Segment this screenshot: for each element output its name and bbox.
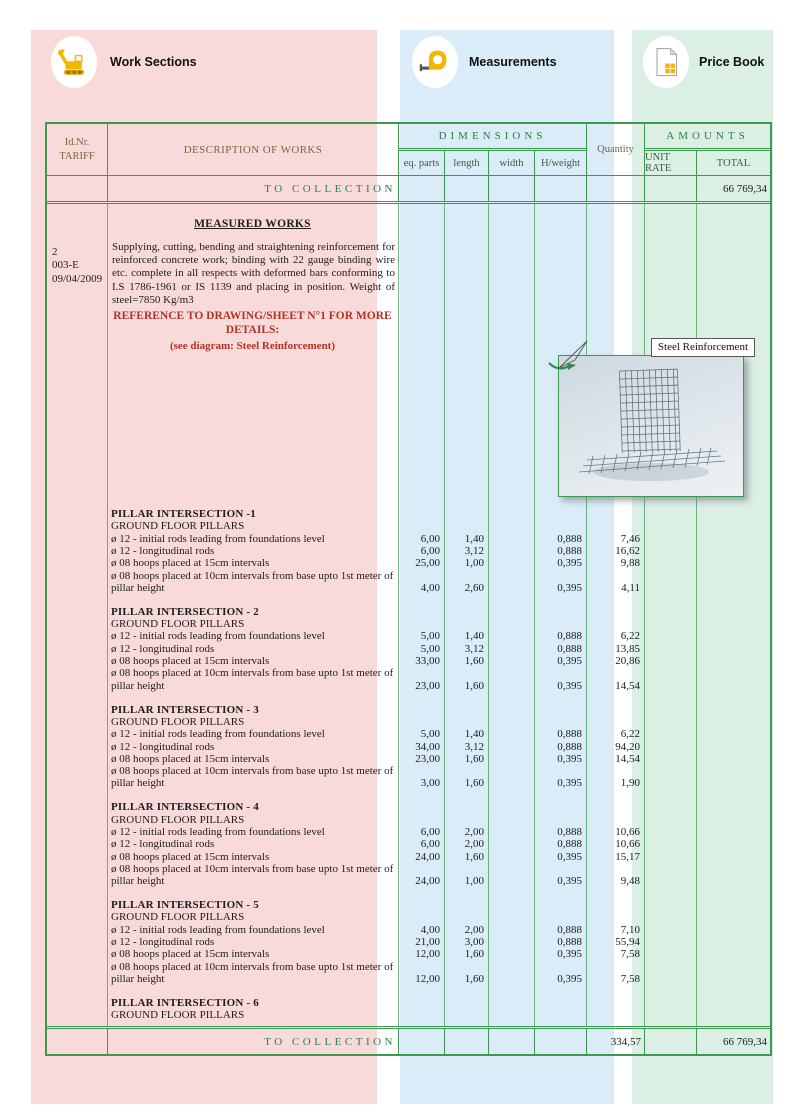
measurement-row <box>47 545 770 557</box>
pillar-group <box>47 508 770 594</box>
row-description: ø 08 hoops placed at 15cm intervals <box>111 948 270 961</box>
cell-quantity: 6,22 <box>620 630 640 643</box>
pillar-group <box>47 997 770 1022</box>
cell-quantity: 9,88 <box>620 557 640 570</box>
cell-length: 3,12 <box>464 642 484 655</box>
cell-hweight: 0,395 <box>557 948 582 961</box>
boq-table <box>45 122 772 1056</box>
row-description: ø 12 - longitudinal rods <box>111 838 215 851</box>
cell-hweight: 0,395 <box>557 850 582 863</box>
cell-eq-parts: 5,00 <box>420 642 440 655</box>
cell-quantity: 94,20 <box>615 740 640 753</box>
cell-length: 2,00 <box>464 838 484 851</box>
measurement-row <box>47 557 770 569</box>
work-sections-label: Work Sections <box>110 55 197 69</box>
cell-quantity: 7,58 <box>620 973 640 985</box>
group-subtitle: GROUND FLOOR PILLARS <box>111 618 245 631</box>
cell-hweight: 0,395 <box>557 875 582 888</box>
cell-length: 3,00 <box>464 936 484 949</box>
cell-eq-parts: 6,00 <box>420 544 440 557</box>
measurement-row <box>47 826 770 838</box>
callout-arrow-icon <box>547 338 605 374</box>
col-header-hweight: H/weight <box>534 151 586 175</box>
price-book-label: Price Book <box>699 55 765 69</box>
cell-hweight: 0,395 <box>557 777 582 790</box>
cell-hweight: 0,888 <box>557 544 582 557</box>
cell-hweight: 0,888 <box>557 825 582 838</box>
cell-length: 3,12 <box>464 544 484 557</box>
cell-length: 2,00 <box>464 825 484 838</box>
col-header-id-tariff: Id.Nr. TARIFF <box>59 136 95 162</box>
steel-reinforcement-image <box>558 355 744 497</box>
measurement-row <box>47 655 770 667</box>
row-description: ø 08 hoops placed at 15cm intervals <box>111 752 270 765</box>
item-description: Supplying, cutting, bending and straightening reinforcement for reinforced concrete work; binding with 22 gauge binding wire etc. complete in all respects with deformed bars conforming to I.S 1786-1961 or IS 1139 and placing in position. Weight of steel=7850 Kg/m3 <box>112 241 395 306</box>
row-description: ø 08 hoops placed at 10cm intervals from base upto 1st meter of pillar height <box>111 862 394 888</box>
cell-quantity: 4,11 <box>621 581 640 594</box>
row-description: ø 12 - longitudinal rods <box>111 936 215 949</box>
cell-hweight: 0,888 <box>557 630 582 643</box>
row-description: ø 08 hoops placed at 15cm intervals <box>111 850 270 863</box>
measurement-row <box>47 863 770 888</box>
cell-hweight: 0,395 <box>557 679 582 692</box>
cell-eq-parts: 12,00 <box>415 973 440 985</box>
row-description: ø 08 hoops placed at 10cm intervals from base upto 1st meter of pillar height <box>111 667 394 692</box>
group-title: PILLAR INTERSECTION - 3 <box>111 703 259 716</box>
row-description: ø 12 - longitudinal rods <box>111 740 215 753</box>
cell-eq-parts: 4,00 <box>420 923 440 936</box>
cell-length: 1,60 <box>464 679 484 692</box>
group-subtitle: GROUND FLOOR PILLARS <box>111 1009 245 1022</box>
group-title: PILLAR INTERSECTION - 5 <box>111 899 259 912</box>
table-header <box>47 124 770 176</box>
group-title: PILLAR INTERSECTION - 4 <box>111 801 259 814</box>
col-group-amounts: AMOUNTS <box>644 124 770 151</box>
col-header-width: width <box>488 151 534 175</box>
col-header-description: DESCRIPTION OF WORKS <box>107 124 398 175</box>
row-description: ø 12 - longitudinal rods <box>111 642 215 655</box>
cell-eq-parts: 5,00 <box>420 630 440 643</box>
cell-eq-parts: 12,00 <box>415 948 440 961</box>
cell-eq-parts: 24,00 <box>415 875 440 888</box>
cell-hweight: 0,395 <box>557 973 582 985</box>
cell-hweight: 0,888 <box>557 936 582 949</box>
item-id-tariff: 2 003-E 09/04/2009 <box>52 246 103 285</box>
col-header-quantity: Quantity <box>586 124 644 175</box>
group-title: PILLAR INTERSECTION - 6 <box>111 996 259 1009</box>
to-collection-row-top <box>47 176 770 204</box>
cell-quantity: 14,54 <box>615 679 640 692</box>
row-description: ø 12 - initial rods leading from foundations level <box>111 728 325 741</box>
cell-quantity: 10,66 <box>615 838 640 851</box>
cell-quantity: 10,66 <box>615 825 640 838</box>
cell-eq-parts: 33,00 <box>415 655 440 668</box>
cell-hweight: 0,395 <box>557 581 582 594</box>
cell-length: 1,00 <box>464 557 484 570</box>
table-body <box>47 204 770 1026</box>
cell-hweight: 0,888 <box>557 923 582 936</box>
pillar-group <box>47 801 770 887</box>
measurement-row <box>47 936 770 948</box>
measurement-row <box>47 838 770 850</box>
row-description: ø 08 hoops placed at 10cm intervals from base upto 1st meter of pillar height <box>111 960 394 985</box>
cell-quantity: 6,22 <box>620 728 640 741</box>
measurements-card[interactable] <box>412 36 557 88</box>
measurement-row <box>47 851 770 863</box>
to-collection-total: 66 769,34 <box>696 176 770 201</box>
pillar-group <box>47 899 770 985</box>
cell-quantity: 7,46 <box>620 532 640 545</box>
cell-quantity: 1,90 <box>620 777 640 790</box>
row-description: ø 08 hoops placed at 15cm intervals <box>111 557 270 570</box>
cell-quantity: 55,94 <box>615 936 640 949</box>
cell-quantity: 13,85 <box>615 642 640 655</box>
cell-length: 1,40 <box>464 630 484 643</box>
cell-length: 1,60 <box>464 948 484 961</box>
col-header-length: length <box>444 151 488 175</box>
cell-hweight: 0,888 <box>557 532 582 545</box>
to-collection-label: TO COLLECTION <box>107 176 398 201</box>
cell-length: 1,60 <box>464 850 484 863</box>
item-description-block <box>107 218 398 352</box>
row-description: ø 08 hoops placed at 10cm intervals from base upto 1st meter of pillar height <box>111 765 394 790</box>
cell-eq-parts: 6,00 <box>420 838 440 851</box>
cell-eq-parts: 3,00 <box>420 777 440 790</box>
cell-hweight: 0,888 <box>557 642 582 655</box>
pillar-groups <box>47 508 770 1033</box>
measurement-row <box>47 533 770 545</box>
cell-length: 1,40 <box>464 532 484 545</box>
cell-length: 1,40 <box>464 728 484 741</box>
cell-eq-parts: 6,00 <box>420 825 440 838</box>
reference-note: REFERENCE TO DRAWING/SHEET N°1 FOR MORE DETAILS: <box>113 309 392 336</box>
row-description: ø 08 hoops placed at 15cm intervals <box>111 655 270 668</box>
row-description: ø 08 hoops placed at 10cm intervals from base upto 1st meter of pillar height <box>111 569 394 594</box>
steel-reinforcement-diagram <box>555 338 755 506</box>
cell-hweight: 0,888 <box>557 728 582 741</box>
cell-eq-parts: 24,00 <box>415 850 440 863</box>
cell-quantity: 14,54 <box>615 752 640 765</box>
price-book-icon <box>643 36 689 88</box>
work-sections-card[interactable] <box>51 36 197 88</box>
row-description: ø 12 - longitudinal rods <box>111 544 215 557</box>
cell-length: 1,60 <box>464 777 484 790</box>
cell-hweight: 0,888 <box>557 838 582 851</box>
cell-length: 1,60 <box>464 752 484 765</box>
cell-hweight: 0,395 <box>557 752 582 765</box>
measurement-row <box>47 570 770 595</box>
diagram-label: Steel Reinforcement <box>651 338 755 357</box>
measurement-row <box>47 630 770 642</box>
row-description: ø 12 - initial rods leading from foundations level <box>111 630 325 643</box>
group-subtitle: GROUND FLOOR PILLARS <box>111 813 245 826</box>
cell-quantity: 20,86 <box>615 655 640 668</box>
cell-eq-parts: 4,00 <box>420 581 440 594</box>
cell-quantity: 15,17 <box>615 850 640 863</box>
cell-eq-parts: 6,00 <box>420 532 440 545</box>
cell-eq-parts: 21,00 <box>415 936 440 949</box>
to-collection-quantity: 334,57 <box>586 1029 644 1054</box>
cell-eq-parts: 25,00 <box>415 557 440 570</box>
excavator-icon <box>51 36 97 88</box>
cell-length: 2,60 <box>464 581 484 594</box>
cell-hweight: 0,395 <box>557 655 582 668</box>
group-subtitle: GROUND FLOOR PILLARS <box>111 520 245 533</box>
group-subtitle: GROUND FLOOR PILLARS <box>111 911 245 924</box>
cell-hweight: 0,395 <box>557 557 582 570</box>
pillar-group <box>47 606 770 692</box>
cell-quantity: 7,10 <box>620 923 640 936</box>
cell-eq-parts: 5,00 <box>420 728 440 741</box>
cell-length: 1,60 <box>464 655 484 668</box>
cell-quantity: 9,48 <box>620 875 640 888</box>
cell-eq-parts: 23,00 <box>415 679 440 692</box>
measurement-row <box>47 948 770 960</box>
row-description: ø 12 - initial rods leading from foundations level <box>111 825 325 838</box>
cell-quantity: 16,62 <box>615 544 640 557</box>
col-header-total: TOTAL <box>696 151 770 175</box>
cell-eq-parts: 34,00 <box>415 740 440 753</box>
cell-length: 1,60 <box>464 973 484 985</box>
cell-eq-parts: 23,00 <box>415 752 440 765</box>
tape-measure-icon <box>412 36 458 88</box>
measurement-row <box>47 961 770 986</box>
group-subtitle: GROUND FLOOR PILLARS <box>111 715 245 728</box>
measurement-row <box>47 643 770 655</box>
col-group-dimensions: DIMENSIONS <box>398 124 586 151</box>
cell-quantity: 7,58 <box>620 948 640 961</box>
group-title: PILLAR INTERSECTION - 2 <box>111 605 259 618</box>
measurement-row <box>47 765 770 790</box>
cell-length: 3,12 <box>464 740 484 753</box>
to-collection-label: TO COLLECTION <box>107 1029 398 1054</box>
group-title: PILLAR INTERSECTION -1 <box>111 508 256 520</box>
measurement-row <box>47 753 770 765</box>
measurement-row <box>47 667 770 692</box>
measurement-row <box>47 728 770 740</box>
price-book-card[interactable] <box>643 36 764 88</box>
measurement-row <box>47 924 770 936</box>
row-description: ø 12 - initial rods leading from foundations level <box>111 923 325 936</box>
cell-length: 1,00 <box>464 875 484 888</box>
measurements-label: Measurements <box>469 55 557 69</box>
see-diagram-note: (see diagram: Steel Reinforcement) <box>169 339 336 352</box>
section-title: MEASURED WORKS <box>194 218 311 230</box>
cell-hweight: 0,888 <box>557 740 582 753</box>
col-header-eq-parts: eq. parts <box>398 151 444 175</box>
col-header-unit-rate: UNIT RATE <box>644 151 696 175</box>
row-description: ø 12 - initial rods leading from foundations level <box>111 532 325 545</box>
cell-length: 2,00 <box>464 923 484 936</box>
measurement-row <box>47 741 770 753</box>
to-collection-total: 66 769,34 <box>696 1029 770 1054</box>
pillar-group <box>47 704 770 790</box>
